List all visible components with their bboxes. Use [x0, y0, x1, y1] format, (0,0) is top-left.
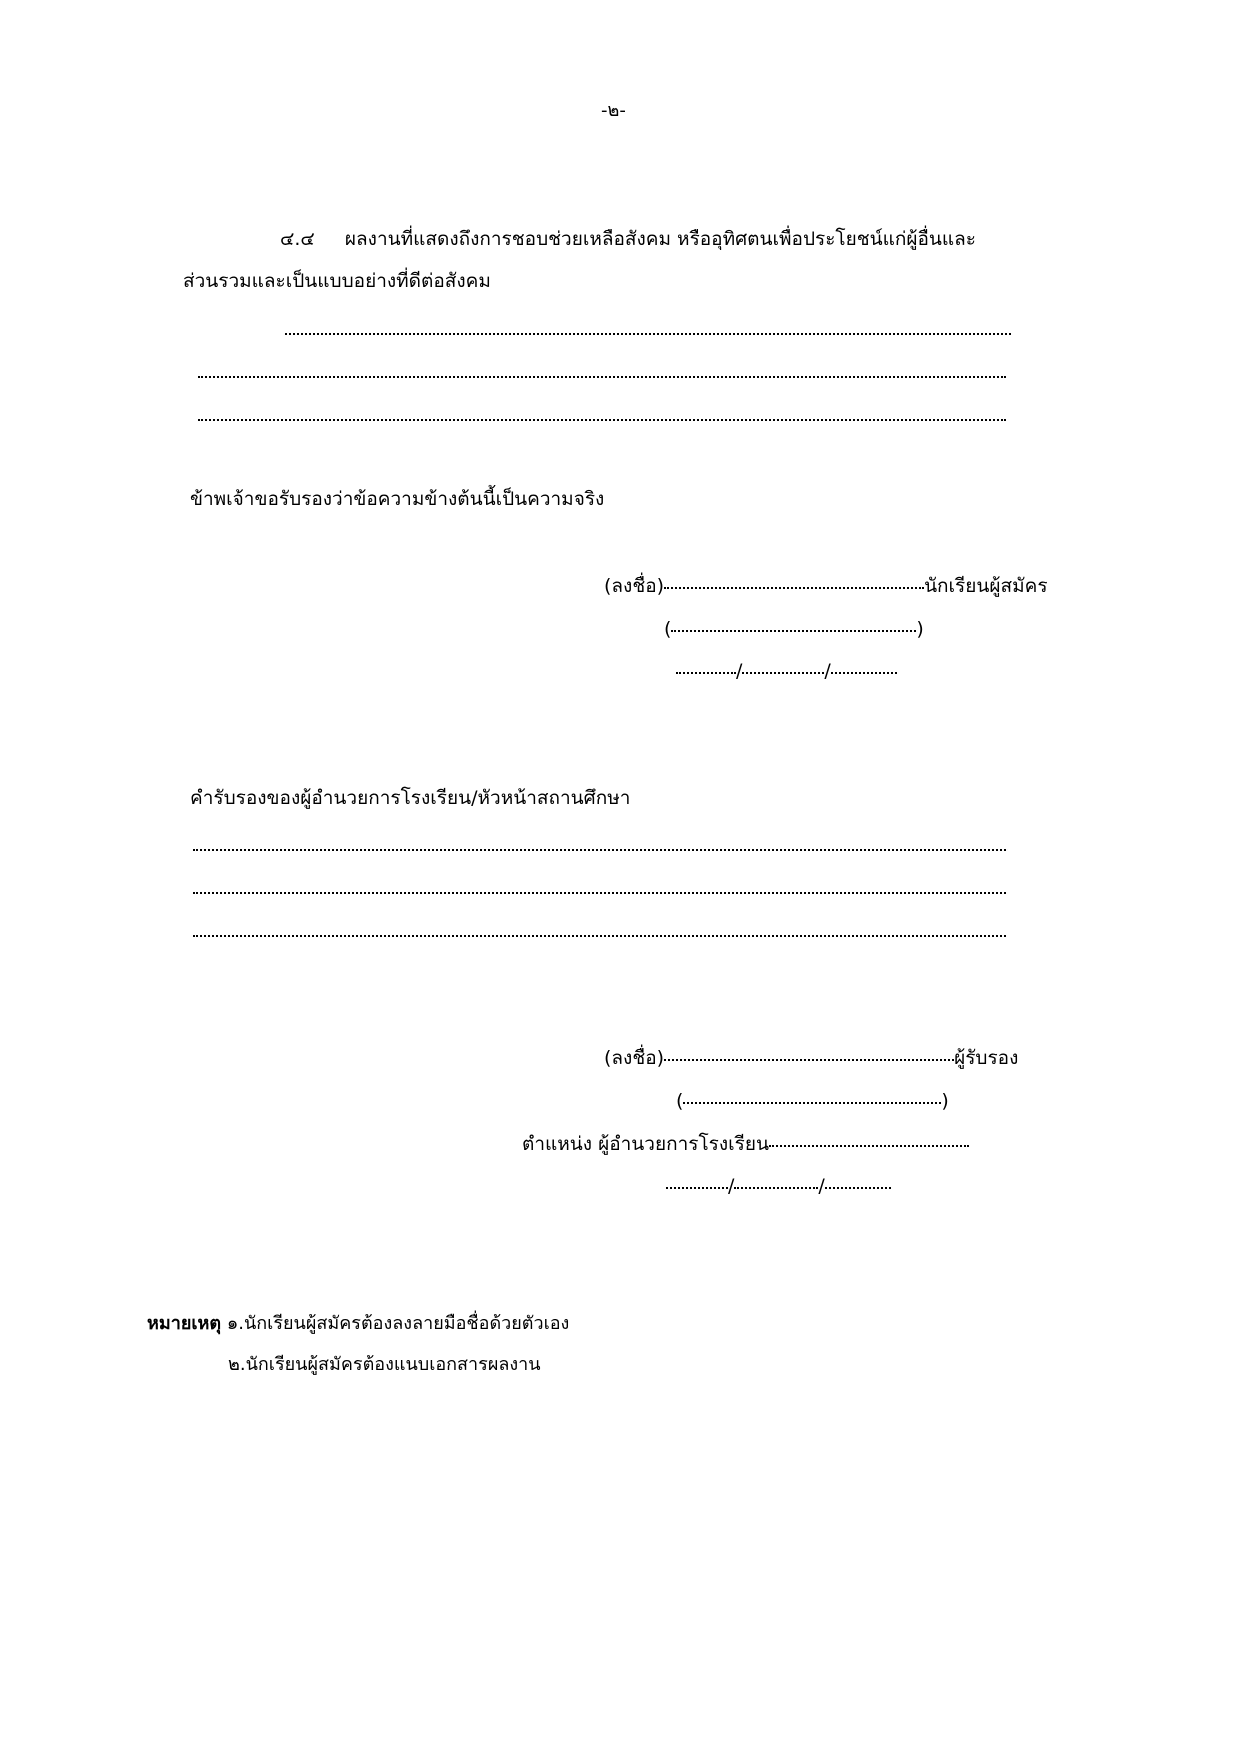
sign-suffix-applicant: นักเรียนผู้สมัคร	[924, 575, 1048, 597]
date-separator: /	[824, 660, 831, 682]
page-number: -๒-	[601, 100, 626, 121]
certification-comment-line-3[interactable]	[193, 935, 1006, 937]
close-paren: )	[916, 618, 924, 640]
certification-comment-line-2[interactable]	[193, 892, 1006, 894]
certifier-date-month[interactable]	[734, 1187, 818, 1189]
certifier-name-field[interactable]	[683, 1102, 941, 1104]
applicant-name-field[interactable]	[671, 630, 916, 632]
section-4-4-answer-line-3[interactable]	[198, 419, 1006, 421]
certifier-name-row	[676, 1088, 949, 1114]
sign-prefix: (ลงชื่อ)	[604, 575, 665, 597]
notes-row-1	[147, 1311, 569, 1337]
open-paren: (	[676, 1090, 684, 1112]
certification-comment-line-1[interactable]	[193, 849, 1006, 851]
close-paren: )	[941, 1090, 949, 1112]
note-item-2: ๒.นักเรียนผู้สมัครต้องแนบเอกสารผลงาน	[228, 1354, 541, 1375]
section-title-line1: ผลงานที่แสดงถึงการชอบช่วยเหลือสังคม หรืออุทิศตนเพื่อประโยชน์แก่ผู้อื่นและ	[344, 228, 977, 250]
position-label: ตำแหน่ง ผู้อำนวยการโรงเรียน	[522, 1133, 769, 1155]
applicant-name-row	[664, 616, 924, 642]
section-4-4-answer-line-1[interactable]	[285, 333, 1011, 335]
section-number: ๔.๔	[280, 228, 315, 250]
notes-label: หมายเหตุ	[147, 1313, 222, 1334]
sign-suffix-certifier: ผู้รับรอง	[954, 1047, 1019, 1069]
certifier-position-field[interactable]	[769, 1145, 969, 1147]
certifier-signature-field[interactable]	[664, 1059, 954, 1061]
section-4-4-answer-line-2[interactable]	[198, 376, 1006, 378]
section-title-line2: ส่วนรวมและเป็นแบบอย่างที่ดีต่อสังคม	[183, 270, 491, 292]
sign-prefix: (ลงชื่อ)	[604, 1047, 665, 1069]
applicant-date-year[interactable]	[831, 672, 897, 674]
certifier-position-row	[522, 1131, 969, 1157]
certification-heading: คำรับรองของผู้อำนวยการโรงเรียน/หัวหน้าสถานศึกษา	[190, 787, 631, 809]
applicant-signature-row	[604, 573, 1048, 599]
open-paren: (	[664, 618, 672, 640]
date-separator: /	[818, 1175, 825, 1197]
section-4-4-line1	[280, 226, 976, 252]
applicant-date-row	[676, 658, 897, 684]
certifier-signature-row	[604, 1045, 1018, 1071]
applicant-date-month[interactable]	[742, 672, 824, 674]
declaration-statement: ข้าพเจ้าขอรับรองว่าข้อความข้างต้นนี้เป็นความจริง	[190, 488, 605, 510]
certifier-date-row	[666, 1173, 891, 1199]
note-item-1: ๑.นักเรียนผู้สมัครต้องลงลายมือชื่อด้วยตัวเอง	[226, 1313, 570, 1334]
certifier-date-year[interactable]	[825, 1187, 891, 1189]
applicant-date-day[interactable]	[676, 672, 736, 674]
date-separator: /	[736, 660, 743, 682]
applicant-signature-field[interactable]	[664, 587, 924, 589]
certifier-date-day[interactable]	[666, 1187, 728, 1189]
date-separator: /	[728, 1175, 735, 1197]
